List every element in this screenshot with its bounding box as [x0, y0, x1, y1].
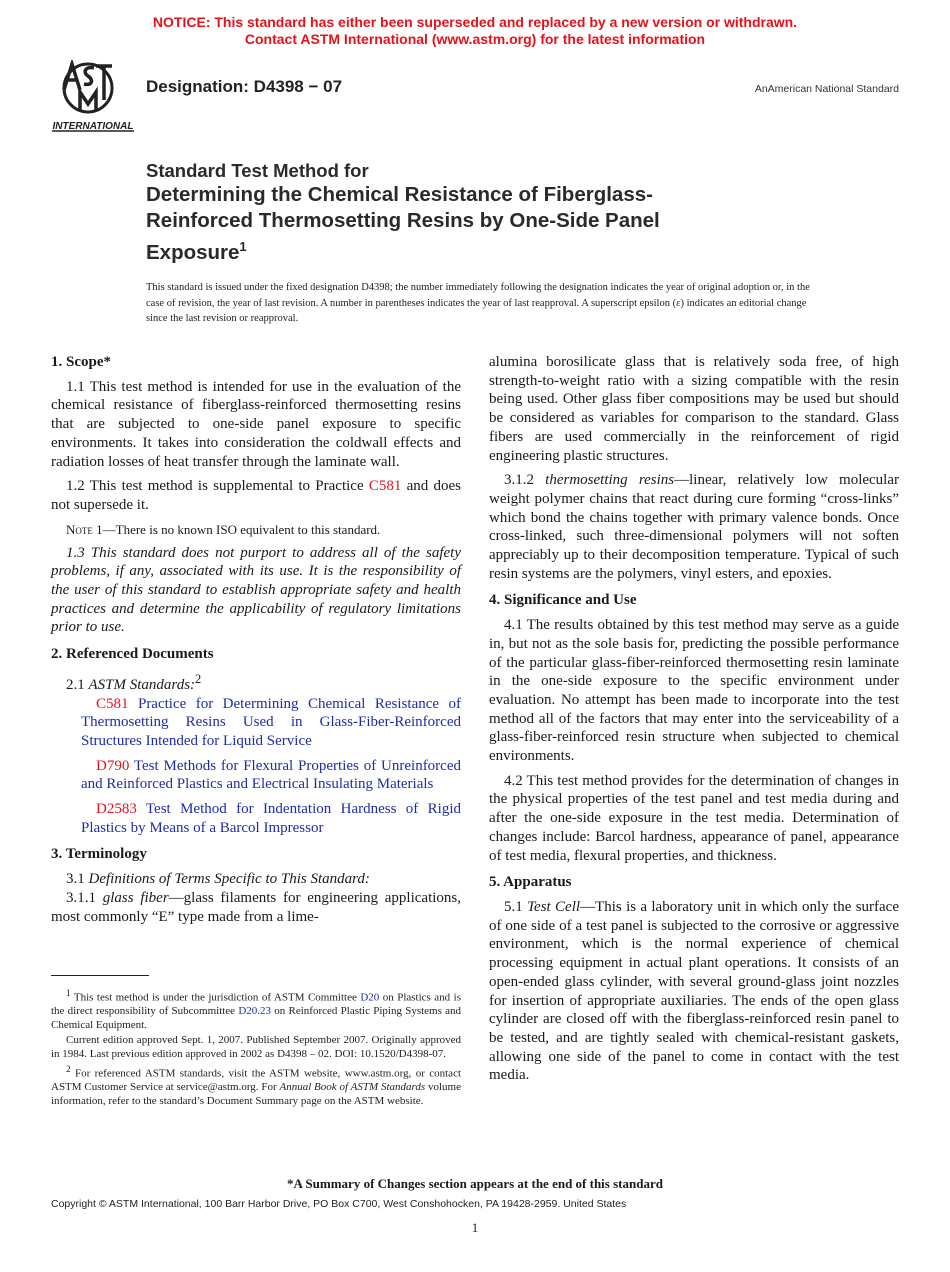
para-5-1-text: —This is a laboratory unit in which only the surface of one side of a test panel is subjected to the corrosive or aggressive environment, which is the normal experience of chemical processing equipment in actual plant operations. It consists of an open-ended glass cylinder, with several ground-glass joint nozzles for insertion of appropriate auxiliaries. The ends of the open glass cylinder are closed off with the fiberglass-reinforced resin panel to be tested, and are tightly sealed with chemical-resistant gaskets, allowing one side of the panel to come in contact with the test media. [489, 898, 899, 1084]
para-3-1-em: Definitions of Terms Specific to This Standard: [88, 871, 370, 888]
para-3-1-2-num: 3.1.2 [504, 472, 546, 489]
para-1-1: 1.1 This test method is intended for use in the evaluation of the chemical resistance of fiberglass-reinforced thermosetting resins that are subjected to one-side panel exposure to specific environments. It takes into consideration the coldwall effects and radiation losses of heat transfer through the laminate wall. [51, 378, 461, 470]
footnote-2-em: Annual Book of ASTM Standards [279, 1081, 426, 1094]
section-heading-referenced: 2. Referenced Documents [51, 646, 214, 663]
section-heading-scope: 1. Scope* [51, 354, 111, 370]
designation: Designation: D4398 − 07 [146, 77, 343, 96]
para-3-1-1 [51, 889, 461, 926]
para-3-1-2-em: thermosetting resins [545, 472, 675, 489]
footnote-2-a: For referenced ASTM standards, visit the ASTM website, www.astm.org, or contact ASTM Customer Service at service@astm.org. For [51, 1067, 462, 1094]
footnote-2-mark: 2 [66, 1064, 71, 1075]
link-c581[interactable]: C581 [368, 478, 402, 495]
para-3-1-1-cont: alumina borosilicate glass that is relatively soda free, of high strength-to-weight ratio with a sizing compatible with the resin being used. Other glass fiber compositions may be used but should be considered as variables for comparison to the standard. Glass fibers are used commercially in the reinforcement of rigid engineering plastic structures. [489, 354, 899, 464]
ref-d790[interactable] [51, 757, 461, 794]
para-2-1-num: 2.1 [66, 676, 89, 693]
section-heading-terminology: 3. Terminology [51, 846, 147, 863]
title-line-3 [146, 234, 846, 266]
para-3-1-2-text: —linear, relatively low molecular weight polymer chains that react during cure forming “cross-links” which bond the chains together with primary valence bonds. Once cross-linked, such three-dimensional polymers will not soften appreciably up to their decomposition temperature. Typical of such resin systems are the polymers, vinyl esters, and epoxies. [489, 472, 900, 582]
issued-statement: This standard is issued under the fixed designation D4398; the number immediately following the designation indicates the year of original adoption or, in the case of revision, the year of last revision. A number in parentheses indicates the year of last reapproval. A superscript epsilon (ε) indicates an editorial change since the last revision or reapproval. [146, 282, 810, 324]
footnote-1 [51, 987, 461, 1032]
footnote-2 [51, 1063, 461, 1108]
ref-text: Test Methods for Flexural Properties of Unreinforced and Reinforced Plastics and Electrical Insulating Materials [81, 757, 461, 793]
right-column [489, 353, 899, 1091]
para-2-1 [51, 670, 461, 695]
para-5-1-num: 5.1 [504, 898, 528, 915]
para-2-1-em: ASTM Standards: [88, 676, 196, 693]
american-national-standard: AnAmerican National Standard [754, 83, 899, 95]
ref-code: D790 [96, 757, 130, 774]
summary-of-changes: *A Summary of Changes section appears at the end of this standard [287, 1176, 663, 1191]
footnotes [51, 987, 461, 1110]
footnote-1-c: on Reinforced Plastic Piping Systems and Chemical Equipment. [51, 1005, 462, 1031]
link-d20[interactable]: D20 [360, 991, 380, 1004]
document-title [146, 160, 846, 266]
para-1-3: 1.3 This standard does not purport to address all of the safety problems, if any, associated with its use. It is the responsibility of the user of this standard to establish appropriate safety and health practices and determine the applicability of regulatory limitations prior to use. [51, 544, 461, 636]
title-last: Exposure [146, 240, 240, 264]
ref-text: Practice for Determining Chemical Resistance of Thermosetting Resins Used in Glass-Fiber-Reinforced Structures Intended for Liquid Service [81, 695, 461, 749]
title-line-1: Determining the Chemical Resistance of Fiberglass- [146, 183, 653, 206]
ref-d2583[interactable] [51, 800, 461, 837]
title-footnote-mark: 1 [239, 239, 247, 254]
footnote-1-mark: 1 [66, 988, 71, 998]
para-3-1-1-em: glass fiber [102, 889, 169, 906]
withdrawal-notice [0, 14, 950, 48]
para-5-1 [489, 898, 899, 1085]
footnote-1-b: on Plastics and is the direct responsibility of Subcommittee [51, 991, 461, 1018]
ref-code: C581 [96, 695, 129, 712]
para-3-1-1-num: 3.1.1 [66, 889, 103, 906]
title-pre: Standard Test Method for [146, 160, 369, 181]
para-3-1 [51, 870, 461, 889]
copyright: Copyright © ASTM International, 100 Barr Harbor Drive, PO Box C700, West Conshohocken, PA 19428-2959. United States [51, 1198, 627, 1210]
note-text: 1—There is no known ISO equivalent to this standard. [92, 521, 381, 537]
footnote-1-a: This test method is under the jurisdiction of ASTM Committee [73, 991, 361, 1004]
footnote-edition: Current edition approved Sept. 1, 2007. Published September 2007. Originally approved in 1984. Last previous edition approved in 2002 as D4398 – 02. DOI: 10.1520/D4398-07. [51, 1034, 461, 1060]
footnote-divider [51, 975, 149, 976]
ref-c581[interactable] [51, 695, 461, 751]
note-1 [51, 521, 461, 538]
para-4-2: 4.2 This test method provides for the determination of changes in the physical properties of the test panel and test media during and after the one-side exposure in the test media. Determination of changes include: Barcol hardness, appearance of panel, appearance of test media, flexural properties, and thickness. [489, 772, 899, 864]
para-1-2-b: and does not supersede it. [51, 478, 461, 513]
ref-code: D2583 [96, 801, 137, 818]
left-column [51, 353, 461, 926]
para-5-1-em: Test Cell [527, 898, 581, 915]
title-line-2: Reinforced Thermosetting Resins by One-Side Panel [146, 209, 660, 232]
page-number: 1 [471, 1220, 479, 1235]
link-d20-23[interactable]: D20.23 [238, 1005, 272, 1018]
para-3-1-num: 3.1 [66, 871, 89, 888]
para-3-1-2 [489, 471, 899, 583]
ref-text: Test Method for Indentation Hardness of Rigid Plastics by Means of a Barcol Impressor [81, 801, 461, 836]
notice-line-1: NOTICE: This standard has either been superseded and replaced by a new version or withdrawn. [152, 14, 798, 30]
section-heading-apparatus: 5. Apparatus [489, 874, 572, 891]
note-label: Note [66, 521, 93, 537]
para-4-1: 4.1 The results obtained by this test method may serve as a guide in, but not as the sole basis for, predicting the possible performance of the particular glass-fiber-reinforced thermosetting resin laminate in the one-side exposure to the specific environment under evaluation. No attempt has been made to incorporate into the test method all of the factors that may enter into the serviceability of a glass-fiber-reinforced resin structure when subjected to chemical environments. [489, 617, 899, 765]
para-2-1-sup: 2 [195, 671, 202, 686]
logo-text: INTERNATIONAL [52, 121, 134, 132]
para-3-1-1-text: —glass filaments for engineering applications, most commonly “E” type made from a lime- [51, 889, 461, 925]
para-1-2 [51, 477, 461, 514]
section-heading-significance: 4. Significance and Use [489, 592, 637, 609]
para-1-2-a: 1.2 This test method is supplemental to Practice [66, 478, 369, 495]
astm-logo-icon [50, 60, 136, 134]
footnote-2-b: volume information, refer to the standard’s Document Summary page on the ASTM website. [51, 1081, 461, 1107]
notice-line-2: Contact ASTM International (www.astm.org) for the latest information [244, 31, 706, 47]
